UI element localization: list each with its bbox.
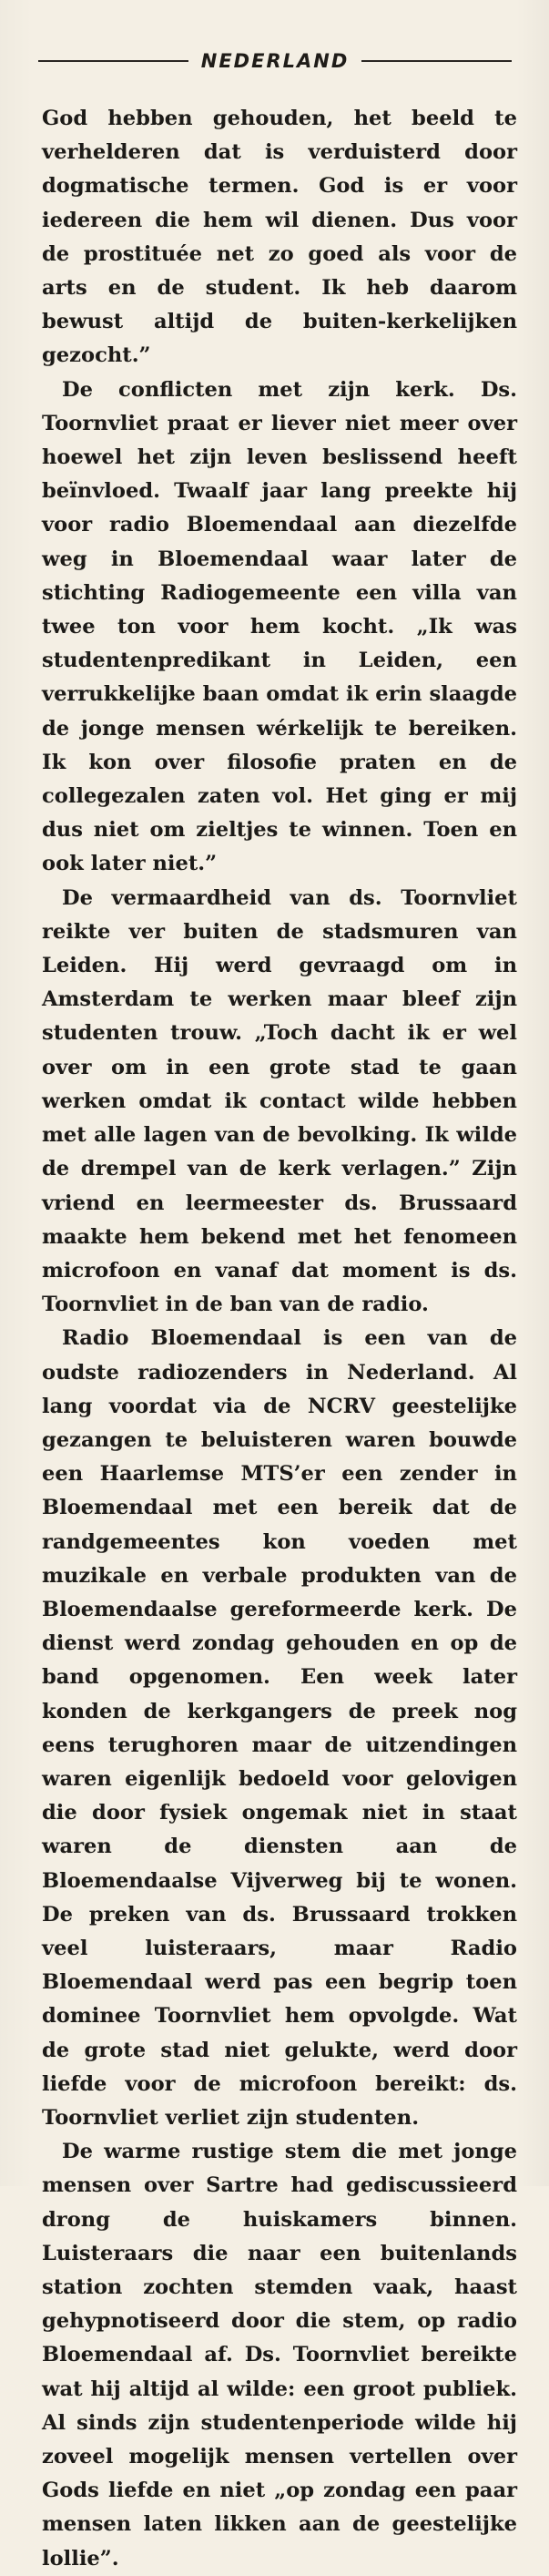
article-paragraph: De conflicten met zijn kerk. Ds. Toornvliet praat er liever niet meer over hoewel het zijn leven beslissend heeft beïnvloed. Twaalf jaar lang preekte hij voor radio Bloemendaal aan diezelfde weg in Bloemendaal waar later de stichting Radiogemeente een villa van twee ton voor hem kocht. „Ik was studentenpredikant in Leiden, een verrukkelijke baan omdat ik erin slaagde de jonge mensen wérkelijk te bereiken. Ik kon over filosofie praten en de collegezalen zaten vol. Het ging er mij dus niet om zieltjes te winnen. Toen en ook later niet.”: [42, 377, 517, 876]
header-rule-left: [38, 60, 188, 62]
section-header: [38, 47, 512, 75]
article-paragraph: Radio Bloemendaal is een van de oudste radiozenders in Nederland. Al lang voordat via de NCRV geestelijke gezangen te beluisteren waren bouwde een Haarlemse MTS’er een zender in Bloemendaal met een bereik dat de randgemeentes kon voeden met muzikale en verbale produkten van de Bloemendaalse gereformeerde kerk. De dienst werd zondag gehouden en op de band opgenomen. Een week later konden de kerkgangers de preek nog eens terughoren maar de uitzendingen waren eigenlijk bedoeld voor gelovigen die door fysiek ongemak niet in staat waren de diensten aan de Bloemendaalse Vijverweg bij te wonen. De preken van ds. Brussaard trokken veel luisteraars, maar Radio Bloemendaal werd pas een begrip toen dominee Toornvliet hem opvolgde. Wat de grote stad niet gelukte, werd door liefde voor de microfoon bereikt: ds. Toornvliet verliet zijn studenten.: [42, 1326, 517, 2130]
article-paragraph: De vermaardheid van ds. Toornvliet reikte ver buiten de stadsmuren van Leiden. Hij werd gevraagd om in Amsterdam te werken maar bleef zijn studenten trouw. „Toch dacht ik er wel over om in een grote stad te gaan werken omdat ik contact wilde hebben met alle lagen van de bevolking. Ik wilde de drempel van de kerk verlagen.” Zijn vriend en leermeester ds. Brussaard maakte hem bekend met het fenomeen microfoon en vanaf dat moment is ds. Toornvliet in de ban van de radio.: [42, 885, 517, 1317]
article-body: [42, 102, 517, 2576]
header-rule-right: [361, 60, 512, 62]
article-paragraph: God hebben gehouden, het beeld te verhelderen dat is verduisterd door dogmatische termen. God is er voor iedereen die hem wil dienen. Dus voor de prostituée net zo goed als voor de arts en de student. Ik heb daarom bewust altijd de buiten-kerkelijken gezocht.”: [42, 107, 517, 368]
article-paragraph: De warme rustige stem die met jonge mensen over Sartre had gediscussieerd drong de huiskamers binnen. Luisteraars die naar een buitenlands station zochten stemden vaak, haast gehypnotiseerd door die stem, op radio Bloemendaal af. Ds. Toornvliet bereikte wat hij altijd al wilde: een groot publiek. Al sinds zijn studentenperiode wilde hij zoveel mogelijk mensen vertellen over Gods liefde en niet „op zondag een paar mensen laten likken aan de geestelijke lollie”.: [42, 2140, 517, 2571]
section-title: NEDERLAND: [200, 50, 350, 72]
